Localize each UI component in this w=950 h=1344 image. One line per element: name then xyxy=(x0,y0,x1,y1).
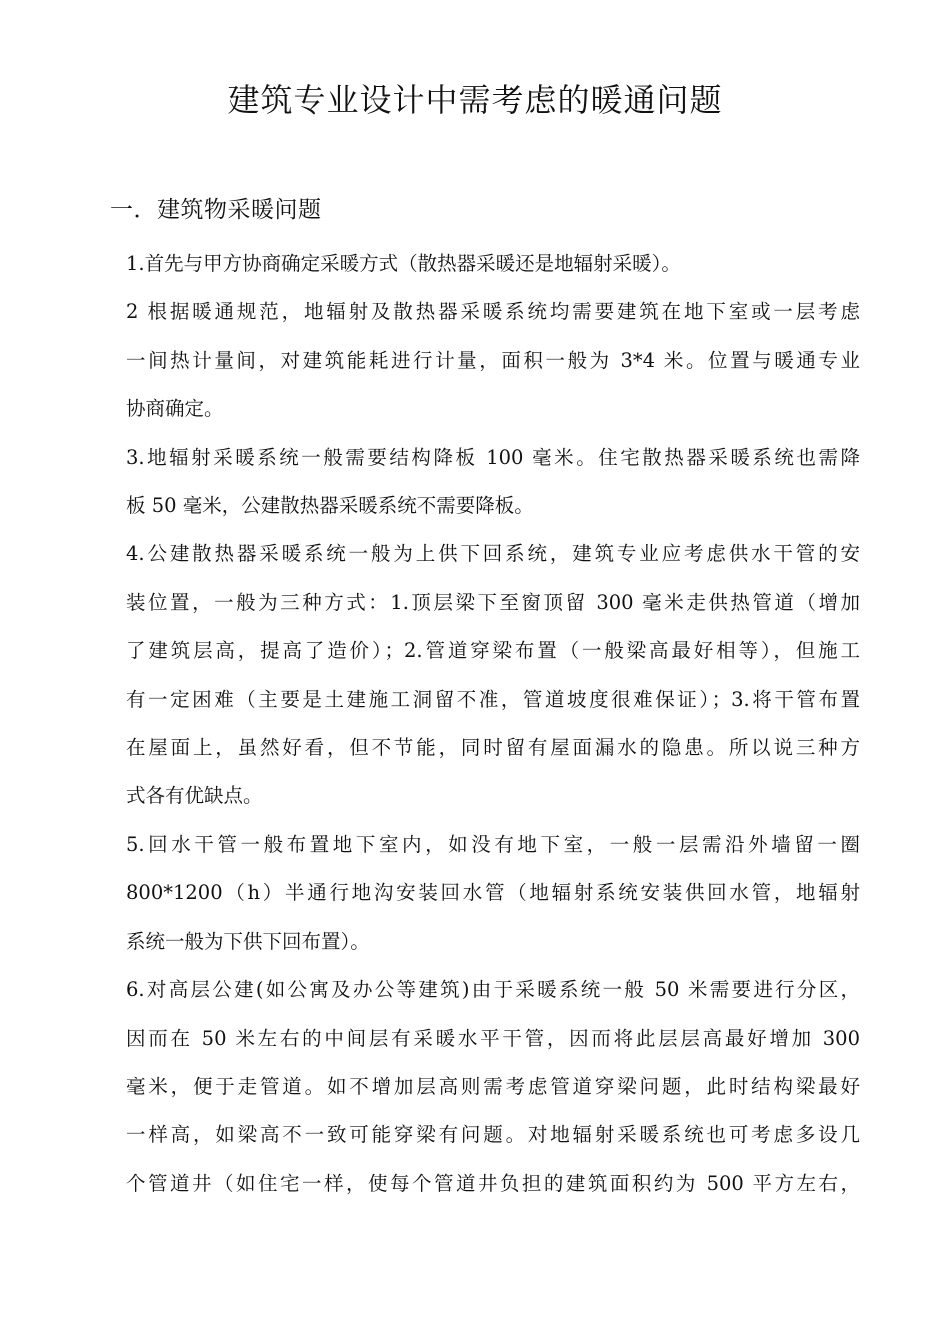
paragraph-line: 板 50 毫米，公建散热器采暖系统不需要降板。 xyxy=(126,494,534,518)
paragraph-line: 因而在 50 米左右的中间层有采暖水平干管，因而将此层层高最好增加 300 xyxy=(126,1026,860,1050)
paragraph-line: 一间热计量间，对建筑能耗进行计量，面积一般为 3*4 米。位置与暖通专业 xyxy=(126,348,860,372)
paragraph-4 xyxy=(126,530,860,820)
paragraph-6 xyxy=(126,966,860,1208)
document-body xyxy=(126,240,860,1208)
paragraph-line: 5.回水干管一般布置地下室内，如没有地下室，一般一层需沿外墙留一圈 xyxy=(126,832,860,856)
paragraph-line: 一样高，如梁高不一致可能穿梁有问题。对地辐射采暖系统也可考虑多设几 xyxy=(126,1123,860,1147)
paragraph-line: 3.地辐射采暖系统一般需要结构降板 100 毫米。住宅散热器采暖系统也需降 xyxy=(126,445,860,469)
paragraph-line: 2 根据暖通规范，地辐射及散热器采暖系统均需要建筑在地下室或一层考虑 xyxy=(126,300,860,324)
paragraph-line: 系统一般为下供下回布置）。 xyxy=(126,929,370,953)
paragraph-line: 个管道井（如住宅一样，使每个管道井负担的建筑面积约为 500 平方左右， xyxy=(126,1171,860,1195)
paragraph-line: 4.公建散热器采暖系统一般为上供下回系统，建筑专业应考虑供水干管的安 xyxy=(126,542,860,566)
paragraph-3 xyxy=(126,434,860,531)
paragraph-line: 6.对高层公建(如公寓及办公等建筑)由于采暖系统一般 50 米需要进行分区， xyxy=(126,978,860,1002)
paragraph-line: 在屋面上，虽然好看，但不节能，同时留有屋面漏水的隐患。所以说三种方 xyxy=(126,736,860,760)
paragraph-line: 式各有优缺点。 xyxy=(126,784,263,808)
paragraph-5 xyxy=(126,821,860,966)
paragraph-line: 了建筑层高，提高了造价）；2.管道穿梁布置（一般梁高最好相等），但施工 xyxy=(126,639,860,663)
paragraph-line: 1.首先与甲方协商确定采暖方式（散热器采暖还是地辐射采暖）。 xyxy=(126,252,681,275)
paragraph-line: 协商确定。 xyxy=(126,397,224,421)
paragraph-line: 毫米，便于走管道。如不增加层高则需考虑管道穿梁问题，此时结构梁最好 xyxy=(126,1074,860,1098)
document-title: 建筑专业设计中需考虑的暖通问题 xyxy=(227,81,723,119)
paragraph-1 xyxy=(126,240,860,288)
section-heading: 一．建筑物采暖问题 xyxy=(110,197,322,223)
paragraph-line: 有一定困难（主要是土建施工洞留不准，管道坡度很难保证）；3.将干管布置 xyxy=(126,687,860,711)
paragraph-2 xyxy=(126,288,860,433)
paragraph-line: 800*1200（h）半通行地沟安装回水管（地辐射系统安装供回水管，地辐射 xyxy=(126,881,860,905)
paragraph-line: 装位置，一般为三种方式：1.顶层梁下至窗顶留 300 毫米走供热管道（增加 xyxy=(126,590,860,614)
